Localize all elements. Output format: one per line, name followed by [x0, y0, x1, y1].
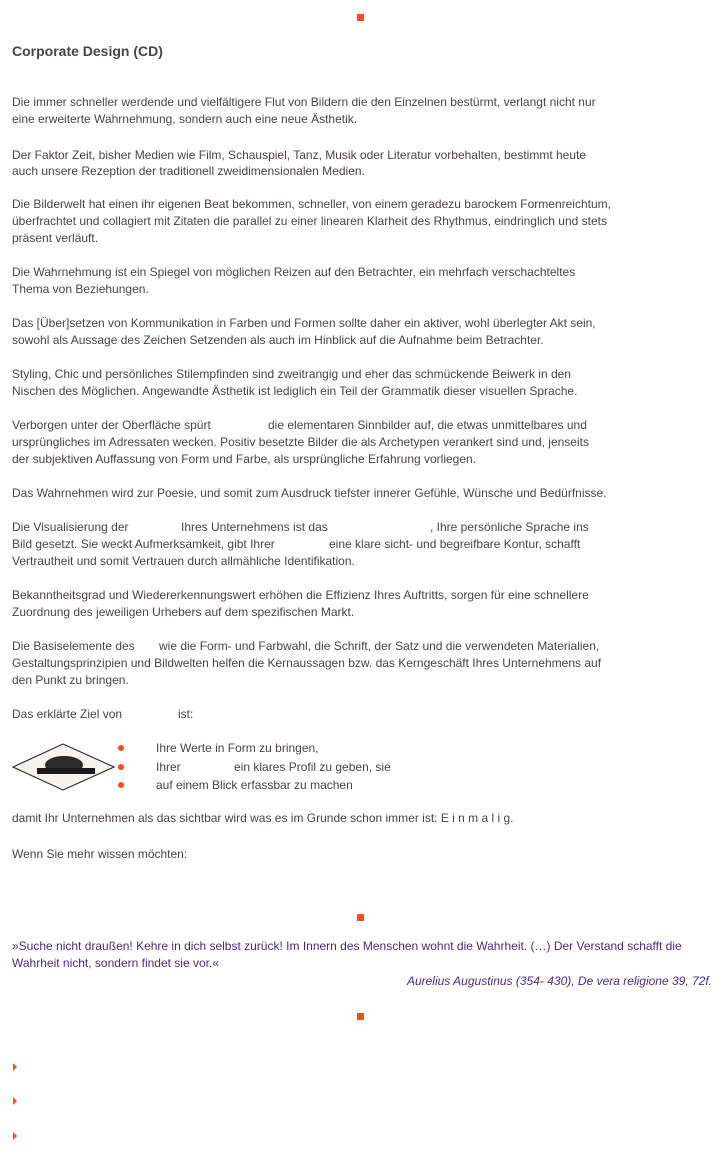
text-line: Die Wahrnehmung ist ein Spiegel von möglichen Reizen auf den Betrachter, ein mehrfach verschachteltes	[12, 265, 576, 279]
text-segment: Ihrer	[156, 760, 181, 774]
text-segment: ist:	[178, 707, 194, 721]
square-bullet-icon	[357, 914, 364, 921]
text-line: Wenn Sie mehr wissen möchten:	[12, 847, 188, 861]
arrow-right-icon[interactable]	[13, 1063, 17, 1071]
text-segment: Ihres Unternehmens ist das	[181, 520, 328, 534]
text-line: ursprüngliches im Adressaten wecken. Positiv besetzte Bilder die als Archetypen verankert sind und, jenseits	[12, 435, 589, 449]
text-line: auch unsere Rezeption der traditionell zweidimensionalen Medien.	[12, 164, 365, 178]
text-segment: Verborgen unter der Oberfläche spürt	[12, 418, 211, 432]
text-line: Das Wahrnehmen wird zur Poesie, und somit zum Ausdruck tiefster innerer Gefühle, Wünsche und Bedürfnisse.	[12, 486, 607, 500]
diamond-image	[12, 743, 115, 791]
text-line: damit Ihr Unternehmen als das sichtbar wird was es im Grunde schon immer ist: E i n m a l i g.	[12, 811, 514, 825]
text-line: überfrachtet und collagiert mit Zitaten die parallel zu einer linearen Klarheit des Rhythmus, eindringlich und stets	[12, 214, 607, 228]
text-line: Bekanntheitsgrad und Wiedererkennungswert erhöhen die Effizienz Ihres Auftritts, sorgen für eine schnellere	[12, 588, 589, 602]
text-segment: , Ihre persönliche Sprache ins	[430, 520, 589, 534]
text-line: Gestaltungsprinzipien und Bildwelten helfen die Kernaussagen bzw. das Kerngeschäft Ihres Unternehmens auf	[12, 656, 602, 670]
text-line: Die immer schneller werdende und vielfältigere Flut von Bildern die den Einzelnen bestürmt, verlangt nicht nur	[12, 95, 596, 109]
text-line: Die Bilderwelt hat einen ihr eigenen Beat bekommen, schneller, von einem geradezu barockem Formenreichtum,	[12, 197, 611, 211]
text-segment: Bild gesetzt. Sie weckt Aufmerksamkeit, gibt Ihrer	[12, 537, 275, 551]
text-segment: Das erklärte Ziel von	[12, 707, 123, 721]
arrow-right-icon[interactable]	[13, 1097, 17, 1105]
text-line: Der Faktor Zeit, bisher Medien wie Film, Schauspiel, Tanz, Musik oder Literatur vorbehalten, bestimmt heute	[12, 148, 587, 162]
text-segment: eine klare sicht- und begreifbare Kontur, schafft	[329, 537, 581, 551]
bullet-item: Ihre Werte in Form zu bringen,	[156, 741, 319, 755]
text-segment: ein klares Profil zu geben, sie	[234, 760, 391, 774]
bullet-item: auf einem Blick erfassbar zu machen	[156, 778, 353, 792]
bullet-dot-icon	[118, 745, 124, 751]
quote-line: Wahrheit nicht, sondern findet sie vor.«	[12, 956, 219, 970]
text-line: eine erweiterte Wahrnehmung, sondern auch eine neue Ästhetik.	[12, 112, 358, 126]
quote-line: »Suche nicht draußen! Kehre in dich selbst zurück! Im Innern des Menschen wohnt die Wahrheit. (…) Der Verstand schafft die	[12, 939, 682, 953]
text-segment: Die Visualisierung der	[12, 520, 129, 534]
text-line: sowohl als Aussage des Zeichen Setzenden als auch im Hinblick auf die Aufnahme beim Betrachter.	[12, 333, 544, 347]
text-line: Thema von Beziehungen.	[12, 282, 149, 296]
text-segment: Die Basiselemente des	[12, 639, 135, 653]
text-segment: wie die Form- und Farbwahl, die Schrift, der Satz und die verwendeten Materialien,	[159, 639, 600, 653]
text-line: Nischen des Möglichen. Angewandte Ästhetik ist lediglich ein Teil der Grammatik dieser visuellen Sprache.	[12, 384, 578, 398]
text-line: Das [Über]setzen von Kommunikation in Farben und Formen sollte daher ein aktiver, wohl überlegter Akt sein,	[12, 316, 596, 330]
text-line: den Punkt zu bringen.	[12, 673, 129, 687]
square-bullet-icon	[357, 1013, 364, 1020]
bullet-dot-icon	[118, 764, 124, 770]
text-segment: die elementaren Sinnbilder auf, die etwas unmittelbares und	[268, 418, 587, 432]
text-line: Vertrautheit und somit Vertrauen durch allmähliche Identifikation.	[12, 554, 355, 568]
quote-attribution: Aurelius Augustinus (354- 430), De vera religione 39, 72f.	[406, 974, 712, 988]
bullet-dot-icon	[118, 782, 124, 788]
text-line: Zuordnung des jeweiligen Urhebers auf dem spezifischen Markt.	[12, 605, 355, 619]
arrow-right-icon[interactable]	[13, 1132, 17, 1140]
square-bullet-icon	[357, 14, 364, 21]
text-line: der subjektiven Auffassung von Form und Farbe, als ursprüngliche Erfahrung vorliegen.	[12, 452, 477, 466]
page-title: Corporate Design (CD)	[12, 43, 163, 59]
text-line: Styling, Chic und persönliches Stilempfinden sind zweitrangig und eher das schmückende Beiwerk in den	[12, 367, 571, 381]
text-line: präsent verläuft.	[12, 231, 99, 245]
